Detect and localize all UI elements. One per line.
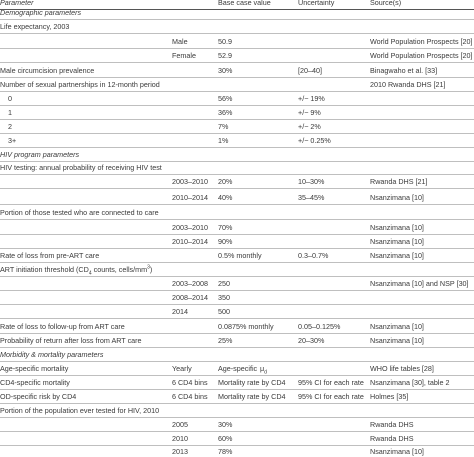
cell-subcategory: Yearly xyxy=(172,364,192,373)
table-row xyxy=(0,22,474,32)
row-divider xyxy=(0,276,474,277)
cell-source: Holmes [35] xyxy=(370,392,409,401)
mu-subscript: d xyxy=(264,369,267,376)
cell-base-case: 25% xyxy=(218,336,233,345)
row-divider xyxy=(0,304,474,305)
table-row xyxy=(0,150,474,160)
row-divider xyxy=(0,234,474,235)
table-row xyxy=(0,279,474,289)
cell-subcategory: Male xyxy=(172,37,188,46)
cell-parameter: Portion of the population ever tested for HIV, 2010 xyxy=(0,406,160,415)
cell-source: Rwanda DHS xyxy=(370,434,414,443)
cell-uncertainty: 95% CI for each rate xyxy=(298,392,364,401)
cell-source: WHO life tables [28] xyxy=(370,364,434,373)
row-divider xyxy=(0,361,474,362)
table-row xyxy=(0,447,474,457)
table-row xyxy=(0,51,474,61)
cell-parameter: Portion of those tested who are connected to care xyxy=(0,208,159,217)
cell-parameter: Probability of return after loss from ART care xyxy=(0,336,142,345)
cell-subcategory: 2003–2008 xyxy=(172,279,208,288)
cell-subcategory: 2010–2014 xyxy=(172,237,208,246)
table-row xyxy=(0,336,474,346)
table-row xyxy=(0,177,474,187)
cell-parameter: ART initiation threshold ($CD_4$ counts, cells/$mm^3$) xyxy=(0,264,153,277)
cell-base-case: 1% xyxy=(218,136,229,145)
cell-parameter: Demographic parameters xyxy=(0,8,82,17)
cell-parameter: Life expectancy, 2003 xyxy=(0,22,70,31)
cell-subcategory: 2008–2014 xyxy=(172,293,208,302)
cell-source: Binagwaho et al. [33] xyxy=(370,66,438,75)
cell-base-case: 30% xyxy=(218,66,233,75)
row-divider xyxy=(0,119,474,120)
cell-source: World Population Prospects [20] xyxy=(370,37,473,46)
cell-subcategory: Female xyxy=(172,51,196,60)
cell-source: 2010 Rwanda DHS [21] xyxy=(370,80,446,89)
cell-source: World Population Prospects [20] xyxy=(370,51,473,60)
table-row xyxy=(0,420,474,430)
cell-uncertainty: 0.3–0.7% xyxy=(298,251,329,260)
table-row xyxy=(0,350,474,360)
row-divider xyxy=(0,262,474,263)
row-divider xyxy=(0,133,474,134)
cell-base-case: 60% xyxy=(218,434,233,443)
cell-subcategory: 2013 xyxy=(172,447,188,456)
row-divider xyxy=(0,417,474,418)
table-row xyxy=(0,136,474,146)
row-divider xyxy=(0,105,474,106)
row-divider xyxy=(0,161,474,162)
header-parameter: Parameter xyxy=(0,0,34,7)
row-divider xyxy=(0,91,474,92)
table-row xyxy=(0,434,474,444)
cell-subcategory: 6 CD4 bins xyxy=(172,378,208,387)
cell-parameter: 3+ xyxy=(8,136,17,145)
row-divider xyxy=(0,445,474,446)
row-divider xyxy=(0,375,474,376)
cell-subcategory: 2005 xyxy=(172,420,188,429)
table-row xyxy=(0,223,474,233)
cell-parameter: 1 xyxy=(8,108,12,117)
cell-source: Nsanzimana [10] xyxy=(370,447,424,456)
table-row xyxy=(0,378,474,388)
cell-subcategory: 2003–2010 xyxy=(172,223,208,232)
cell-source: Rwanda DHS xyxy=(370,420,414,429)
cell-parameter: HIV testing: annual probability of receiving HIV test xyxy=(0,163,162,172)
cell-base-case: 56% xyxy=(218,94,233,103)
cell-base-case: 350 xyxy=(218,293,230,302)
row-divider xyxy=(0,403,474,404)
table-row xyxy=(0,406,474,416)
cell-base-case: 0.5% monthly xyxy=(218,251,262,260)
table-row xyxy=(0,37,474,47)
header-uncertainty: Uncertainty xyxy=(298,0,335,7)
cell-parameter: Number of sexual partnerships in 12-month period xyxy=(0,80,160,89)
cell-uncertainty: 10–30% xyxy=(298,177,325,186)
header-sources: Source(s) xyxy=(370,0,402,7)
table-row xyxy=(0,251,474,261)
cell-parameter: CD4-specific mortality xyxy=(0,378,70,387)
cell-parameter: Morbidity & mortality parameters xyxy=(0,350,104,359)
cell-parameter: Rate of loss from pre-ART care xyxy=(0,251,100,260)
table-row xyxy=(0,307,474,317)
cell-source: Nsanzimana [10] and NSP [30] xyxy=(370,279,469,288)
table-row xyxy=(0,193,474,203)
row-divider xyxy=(0,204,474,205)
cell-source: Nsanzimana [30], table 2 xyxy=(370,378,450,387)
cd4-subscript: 4 xyxy=(88,270,92,277)
table-row xyxy=(0,66,474,76)
row-divider xyxy=(0,389,474,390)
cell-source: Nsanzimana [10] xyxy=(370,237,424,246)
mu-letter: μ xyxy=(260,364,265,373)
cell-base-case: 20% xyxy=(218,177,233,186)
table-row xyxy=(0,293,474,303)
cell-base-case: 70% xyxy=(218,223,233,232)
cell-base-case: 30% xyxy=(218,420,233,429)
row-divider xyxy=(0,62,474,63)
cell-base-case: 78% xyxy=(218,447,233,456)
cell-base-case: 7% xyxy=(218,122,229,131)
cell-parameter: Male circumcision prevalence xyxy=(0,66,95,75)
row-divider xyxy=(0,219,474,220)
cell-parameter: 0 xyxy=(8,94,12,103)
row-divider xyxy=(0,431,474,432)
cell-source: Nsanzimana [10] xyxy=(370,223,424,232)
table-row xyxy=(0,8,474,18)
cell-base-case: Mortality rate by CD4 xyxy=(218,378,286,387)
cd4-close: ) xyxy=(149,265,153,274)
cell-parameter: Rate of loss to follow-up from ART care xyxy=(0,322,125,331)
table-row xyxy=(0,208,474,218)
table-row xyxy=(0,122,474,132)
cell-uncertainty: 0.05–0.125% xyxy=(298,322,341,331)
cell-subcategory: 6 CD4 bins xyxy=(172,392,208,401)
row-divider xyxy=(0,333,474,334)
cd4-superscript: 3 xyxy=(147,264,150,271)
cell-base-case: Mortality rate by CD4 xyxy=(218,392,286,401)
row-divider xyxy=(0,188,474,189)
cell-uncertainty: 35–45% xyxy=(298,193,325,202)
row-divider xyxy=(0,347,474,348)
cell-parameter: HIV program parameters xyxy=(0,150,80,159)
cell-base-case: 90% xyxy=(218,237,233,246)
table-row xyxy=(0,392,474,402)
cell-uncertainty: 20–30% xyxy=(298,336,325,345)
cell-subcategory: 2010 xyxy=(172,434,188,443)
cell-base-case: 36% xyxy=(218,108,233,117)
cell-parameter: 2 xyxy=(8,122,12,131)
cell-base-case: 50.9 xyxy=(218,37,232,46)
table-row xyxy=(0,80,474,90)
row-divider xyxy=(0,77,474,78)
table-row xyxy=(0,108,474,118)
row-divider xyxy=(0,19,474,20)
row-divider xyxy=(0,147,474,148)
cell-base-case: 500 xyxy=(218,307,230,316)
table-row xyxy=(0,94,474,104)
row-divider xyxy=(0,33,474,34)
cell-base-case: 52.9 xyxy=(218,51,232,60)
cell-source: Nsanzimana [10] xyxy=(370,251,424,260)
cell-subcategory: 2003–2010 xyxy=(172,177,208,186)
cell-base-case: 40% xyxy=(218,193,233,202)
cell-uncertainty: +/− 0.25% xyxy=(298,136,331,145)
cell-uncertainty: 95% CI for each rate xyxy=(298,378,364,387)
cell-base-case: 0.0875% monthly xyxy=(218,322,274,331)
cell-uncertainty: +/− 9% xyxy=(298,108,321,117)
row-divider xyxy=(0,48,474,49)
cell-parameter: Age-specific mortality xyxy=(0,364,69,373)
cell-uncertainty: [20–40] xyxy=(298,66,322,75)
cell-source: Nsanzimana [10] xyxy=(370,336,424,345)
table-row xyxy=(0,322,474,332)
table-row xyxy=(0,237,474,247)
cell-source: Nsanzimana [10] xyxy=(370,193,424,202)
cell-source: Nsanzimana [10] xyxy=(370,322,424,331)
cd4-suffix: counts, cells/mm xyxy=(91,265,148,274)
cell-parameter: OD-specific risk by CD4 xyxy=(0,392,77,401)
row-divider xyxy=(0,174,474,175)
table-row xyxy=(0,364,474,374)
row-divider xyxy=(0,248,474,249)
cell-base-case: 250 xyxy=(218,279,230,288)
cell-base-case: Age-specific xyxy=(218,364,258,373)
mu-symbol xyxy=(260,364,267,374)
table-row xyxy=(0,163,474,173)
row-divider xyxy=(0,290,474,291)
row-divider xyxy=(0,318,474,319)
header-base-case: Base case value xyxy=(218,0,271,7)
cell-subcategory: 2014 xyxy=(172,307,188,316)
table-row xyxy=(0,265,474,275)
cell-source: Rwanda DHS [21] xyxy=(370,177,428,186)
cell-uncertainty: +/− 2% xyxy=(298,122,321,131)
cell-subcategory: 2010–2014 xyxy=(172,193,208,202)
cell-uncertainty: +/− 19% xyxy=(298,94,325,103)
